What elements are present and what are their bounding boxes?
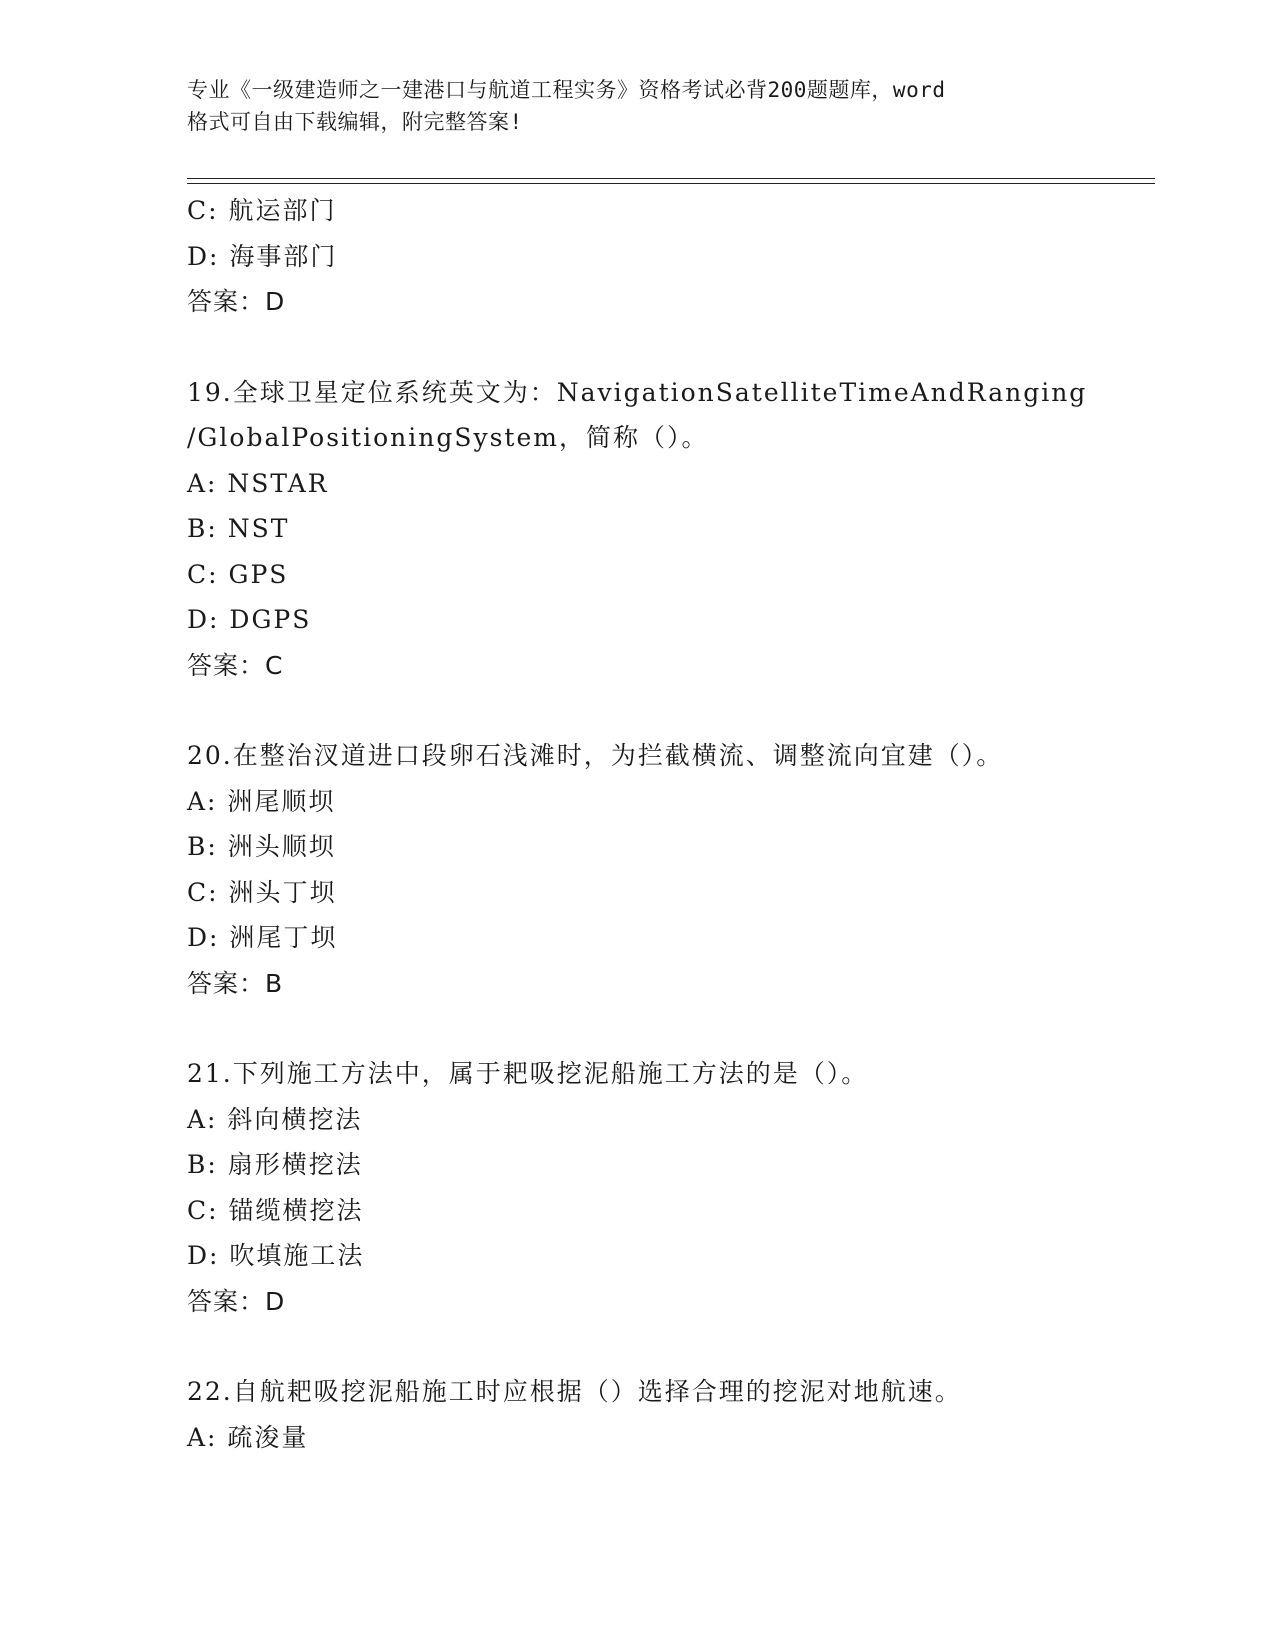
option-a: A: 疏浚量	[187, 1422, 309, 1452]
option-a: A: 斜向横挖法	[187, 1104, 363, 1134]
question-list	[187, 188, 1147, 1460]
option-c: C: 洲头丁坝	[187, 877, 337, 907]
option-b: B: NST	[187, 514, 290, 543]
question-stem: 20.在整治汊道进口段卵石浅滩时，为拦截横流、调整流向宜建（）。	[187, 741, 1004, 770]
answer-line: 答案：D	[187, 1286, 286, 1316]
question-stem-continued: /GlobalPositioningSystem，简称（）。	[187, 423, 709, 452]
option-b: B: 扇形横挖法	[187, 1150, 363, 1179]
option-d: D: 洲尾丁坝	[187, 923, 338, 952]
page-header	[187, 74, 1067, 138]
spacer	[187, 325, 1147, 370]
option-c: C: 航运部门	[187, 196, 337, 225]
option-a: A: 洲尾顺坝	[187, 786, 336, 816]
option-d: D: 海事部门	[187, 241, 338, 271]
spacer	[187, 1324, 1147, 1369]
header-line-1: 专业《一级建造师之一建港口与航道工程实务》资格考试必背200题题库，word	[187, 78, 946, 102]
answer-line: 答案：C	[187, 650, 284, 680]
option-b: B: 洲头顺坝	[187, 832, 336, 861]
question-stem: 22.自航耙吸挖泥船施工时应根据（）选择合理的挖泥对地航速。	[187, 1377, 962, 1406]
option-d: D: 吹填施工法	[187, 1241, 365, 1270]
option-c: C: GPS	[187, 559, 289, 589]
answer-line: 答案：B	[187, 968, 284, 998]
option-c: C: 锚缆横挖法	[187, 1195, 364, 1225]
spacer	[187, 688, 1147, 733]
header-divider-bottom	[187, 183, 1155, 184]
option-d: D: DGPS	[187, 605, 312, 634]
question-stem: 21.下列施工方法中，属于耙吸挖泥船施工方法的是（）。	[187, 1059, 869, 1088]
answer-line: 答案：D	[187, 287, 286, 316]
question-stem: 19.全球卫星定位系统英文为：NavigationSatelliteTimeAndRanging	[187, 377, 1088, 407]
spacer	[187, 1006, 1147, 1051]
header-divider-top	[187, 178, 1155, 179]
option-a: A: NSTAR	[187, 468, 329, 498]
header-line-2: 格式可自由下载编辑，附完整答案!	[187, 110, 523, 134]
